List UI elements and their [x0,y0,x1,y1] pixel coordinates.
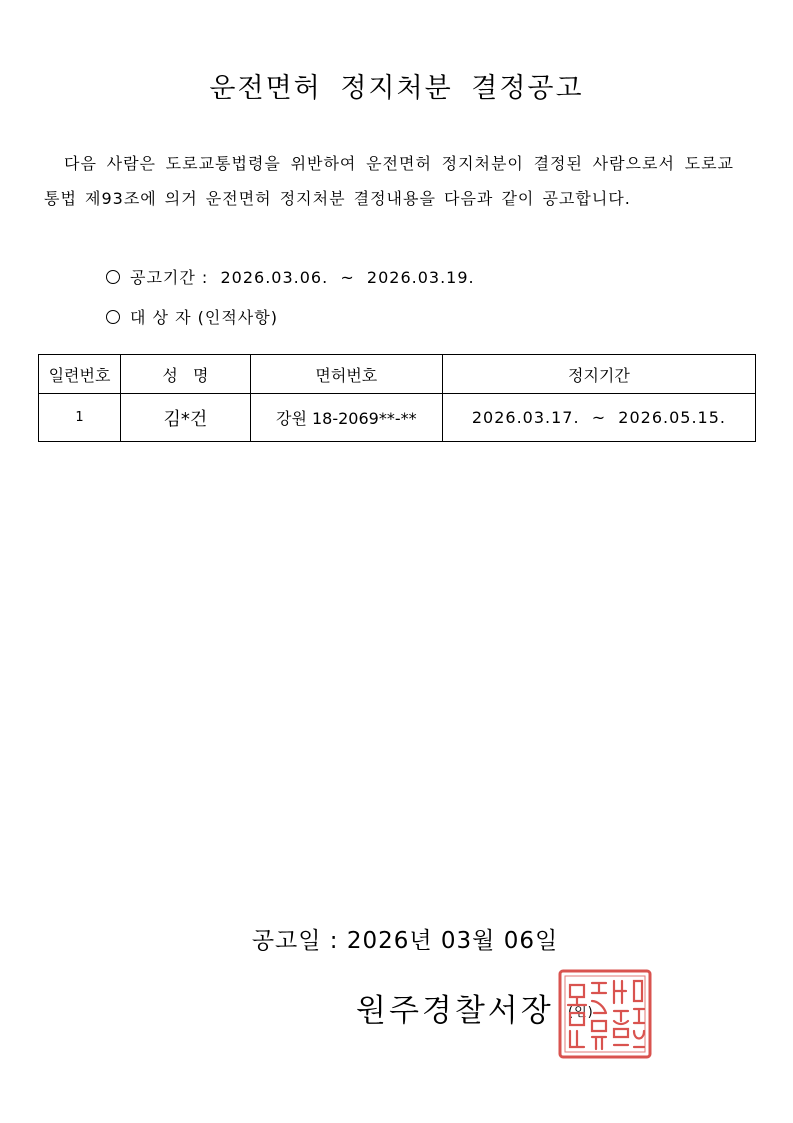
seal-mark: (인) [568,1005,594,1020]
document-title: 운전면허 정지처분 결정공고 [209,73,584,104]
agency-name: 원주경찰서장 [356,993,554,1029]
cell-license: 강원 18-2069**-** [250,394,442,442]
circle-bullet-icon [106,270,120,284]
official-seal-icon [558,969,652,1059]
cell-name: 김*건 [121,394,251,442]
cell-serial: 1 [39,394,121,442]
table-header-row [39,355,756,394]
header-serial: 일련번호 [39,355,121,394]
period-text: 공고기간 : 2026.03.06. ~ 2026.03.19. [130,268,475,287]
period-item [106,265,475,288]
circle-bullet-icon [106,310,120,324]
cell-period: 2026.03.17. ~ 2026.05.15. [442,394,755,442]
intro-text: 다음 사람은 도로교통법령을 위반하여 운전면허 정지처분이 결정된 사람으로서 도로교통법 제93조에 의거 운전면허 정지처분 결정내용을 다음과 같이 공고합니다. [44,154,734,208]
table-row [39,394,756,442]
intro-paragraph [44,146,734,216]
header-period: 정지기간 [442,355,755,394]
header-name: 성 명 [121,355,251,394]
header-license: 면허번호 [250,355,442,394]
target-text: 대 상 자 (인적사항) [130,308,278,327]
suspension-table [38,354,756,442]
target-item [106,305,278,328]
notice-date: 공고일 : 2026년 03월 06일 [251,928,559,954]
